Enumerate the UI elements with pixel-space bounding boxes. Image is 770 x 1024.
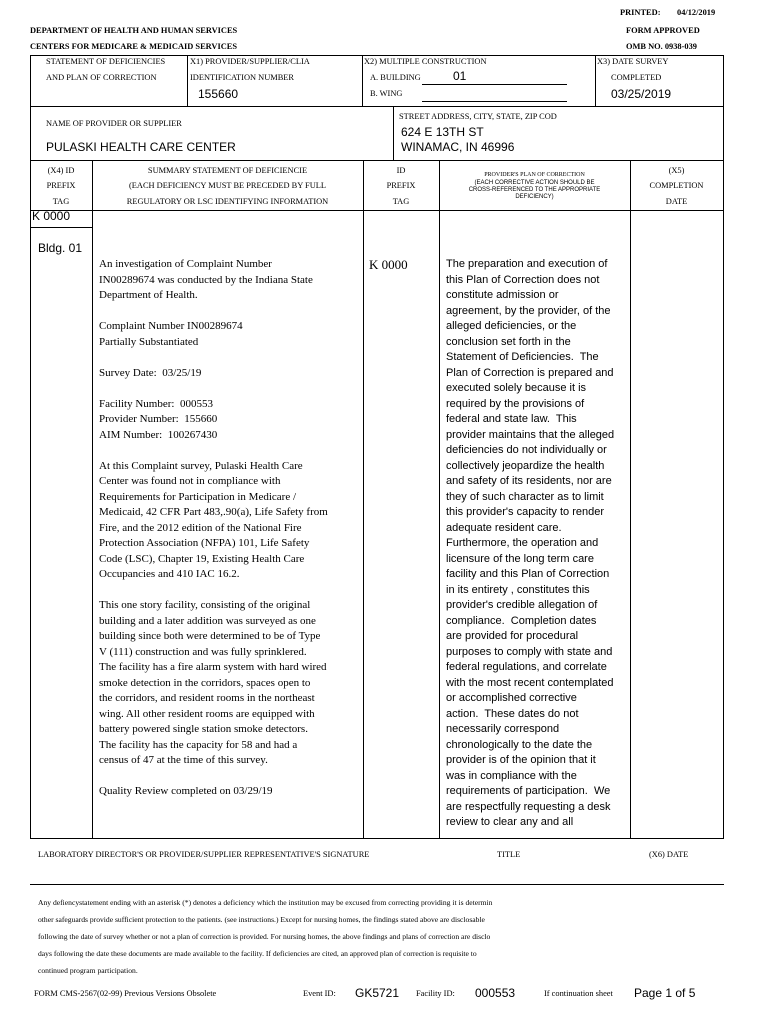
statement-label-2: AND PLAN OF CORRECTION: [46, 73, 157, 82]
department-name: DEPARTMENT OF HEALTH AND HUMAN SERVICES: [30, 26, 238, 35]
poc-line: required by the provisions of: [446, 397, 585, 410]
summary-line: Fire, and the 2012 edition of the National Fire: [99, 521, 302, 534]
poc-line: and safety of its residents, nor are: [446, 475, 612, 487]
poc-line: are respectfully requesting a desk: [446, 800, 611, 813]
summary-header-3: REGULATORY OR LSC IDENTIFYING INFORMATION: [126, 197, 329, 206]
poc-header-3: CROSS-REFERENCED TO THE APPROPRIATE: [468, 187, 601, 193]
poc-line: in its entirety , constitutes this: [446, 583, 590, 596]
provider-id-label-2: IDENTIFICATION NUMBER: [190, 73, 294, 82]
summary-line: the corridors, and resident rooms in the northeast: [99, 692, 315, 704]
id-header: ID: [396, 166, 406, 175]
summary-line: This one story facility, consisting of the original: [99, 599, 311, 611]
poc-line: conclusion set forth in the: [446, 335, 571, 348]
title-label: TITLE: [497, 850, 521, 859]
summary-line: [99, 769, 328, 785]
disclaimer-footnote: [38, 894, 738, 979]
summary-line: Partially Substantiated: [99, 335, 199, 348]
summary-line: smoke detection in the corridors, spaces open to: [99, 676, 311, 689]
summary-line: Center was found not in compliance with: [99, 475, 281, 487]
poc-line: provider maintains that the alleged: [446, 428, 615, 441]
poc-line: facility and this Plan of Correction: [446, 568, 610, 580]
x4-tag-header: TAG: [52, 197, 70, 206]
provider-id-label: X1) PROVIDER/SUPPLIER/CLIA: [190, 57, 310, 66]
completed-label: COMPLETED: [611, 73, 662, 82]
summary-line: Code (LSC), Chapter 19, Existing Health Care: [99, 552, 305, 565]
summary-line: Complaint Number IN00289674: [99, 320, 243, 332]
poc-line: agreement, by the provider, of the: [446, 304, 611, 317]
poc-line: are provided for procedural: [446, 630, 579, 642]
printed-date: 04/12/2019: [677, 8, 716, 17]
signature-date-label: (X6) DATE: [649, 850, 689, 859]
poc-line: federal regulations, and correlate: [446, 661, 607, 673]
poc-line: they of such character as to limit: [446, 490, 604, 503]
summary-line: AIM Number: 100267430: [99, 428, 218, 441]
poc-line: federal and state law. This: [446, 413, 577, 425]
poc-line: chronologically to the date the: [446, 738, 593, 751]
summary-line: [99, 350, 328, 366]
tag-right: K 0000: [369, 257, 408, 272]
summary-header: SUMMARY STATEMENT OF DEFICIENCIE: [147, 166, 308, 175]
provider-name-label: NAME OF PROVIDER OR SUPPLIER: [46, 119, 182, 128]
poc-line: this Plan of Correction does not: [446, 273, 600, 286]
id-tag-header: TAG: [392, 197, 410, 206]
address-city: WINAMAC, IN 46996: [401, 140, 515, 154]
printed-label: PRINTED:: [620, 8, 661, 17]
poc-line: review to clear any and all: [446, 816, 574, 828]
footnote-line: days following the date these documents are made available to the facility. If deficiencies are cited, an approved plan of correction is requisite to: [38, 949, 477, 958]
summary-line: An investigation of Complaint Number: [99, 258, 272, 270]
summary-line: Protection Association (NFPA) 101, Life Safety: [99, 537, 310, 549]
event-id-label: Event ID:: [303, 989, 336, 998]
continuation-label: If continuation sheet: [544, 989, 613, 998]
summary-line: Quality Review completed on 03/29/19: [99, 785, 273, 797]
summary-line: The facility has a fire alarm system with hard wired: [99, 661, 327, 673]
multiple-construction-label: X2) MULTIPLE CONSTRUCTION: [364, 57, 487, 66]
summary-statement: [99, 257, 328, 800]
facility-id-label: Facility ID:: [416, 989, 455, 998]
completion-header: COMPLETION: [649, 181, 704, 190]
provider-name: PULASKI HEALTH CARE CENTER: [46, 140, 236, 154]
omb-number: OMB NO. 0938-039: [626, 42, 697, 51]
poc-header-2: (EACH CORRECTIVE ACTION SHOULD BE: [474, 180, 595, 186]
poc-line: was in compliance with the: [446, 769, 577, 782]
address-label: STREET ADDRESS, CITY, STATE, ZIP COD: [399, 112, 557, 121]
provider-id-value: 155660: [198, 87, 239, 101]
summary-line: IN00289674 was conducted by the Indiana State: [99, 273, 313, 286]
date-header: DATE: [665, 197, 688, 206]
summary-line: [99, 583, 328, 599]
summary-line: Provider Number: 155660: [99, 413, 218, 425]
poc-line: with the most recent contemplated: [446, 676, 614, 689]
poc-line: adequate resident care.: [446, 521, 562, 534]
form-number: FORM CMS-2567(02-99) Previous Versions Obsolete: [34, 989, 217, 998]
poc-line: Plan of Correction is prepared and: [446, 366, 614, 379]
poc-header: PROVIDER'S PLAN OF CORRECTION: [484, 172, 585, 178]
statement-label: STATEMENT OF DEFICIENCIES: [46, 57, 166, 66]
summary-line: [99, 304, 328, 320]
x4-prefix-header: PREFIX: [46, 181, 76, 190]
poc-line: deficiencies do not individually or: [446, 444, 607, 456]
date-survey-label: X3) DATE SURVEY: [597, 57, 669, 66]
form-approved: FORM APPROVED: [626, 26, 700, 35]
id-prefix-header: PREFIX: [386, 181, 416, 190]
poc-line: this provider's capacity to render: [446, 506, 605, 518]
poc-header-4: DEFICIENCY): [515, 194, 554, 200]
poc-line: necessarily correspond: [446, 723, 560, 735]
facility-id-value: 000553: [475, 986, 516, 1000]
footnote-line: continued program participation.: [38, 966, 138, 975]
wing-label: B. WING: [370, 89, 403, 98]
summary-line: Survey Date: 03/25/19: [99, 366, 202, 379]
summary-line: [99, 381, 328, 397]
footnote-line: Any defiencystatement ending with an asterisk (*) denotes a deficiency which the institution may be excused from correcting providing it is determin: [38, 898, 493, 907]
plan-of-correction: [446, 257, 614, 831]
poc-line: Furthermore, the operation and: [446, 537, 599, 549]
summary-line: Facility Number: 000553: [99, 397, 213, 410]
poc-line: or accomplished corrective: [446, 692, 577, 704]
x5-header: (X5): [668, 166, 685, 175]
poc-line: requirements of participation. We: [446, 785, 611, 797]
poc-line: licensure of the long term care: [446, 552, 594, 565]
building-value: 01: [453, 69, 467, 83]
poc-line: executed solely because it is: [446, 382, 587, 394]
summary-header-2: (EACH DEFICIENCY MUST BE PRECEDED BY FULL: [129, 181, 326, 190]
building-number: Bldg. 01: [38, 241, 83, 255]
address-street: 624 E 13TH ST: [401, 125, 484, 139]
summary-line: Requirements for Participation in Medicare /: [99, 490, 297, 503]
signature-label: LABORATORY DIRECTOR'S OR PROVIDER/SUPPLIER REPRESENTATIVE'S SIGNATURE: [38, 850, 370, 859]
summary-line: building and a later addition was surveyed as one: [99, 614, 316, 627]
building-label: A. BUILDING: [370, 73, 421, 82]
summary-line: census of 47 at the time of this survey.: [99, 754, 268, 766]
event-id-value: GK5721: [355, 986, 400, 1000]
page-number: Page 1 of 5: [634, 986, 696, 1000]
footnote-line: following the date of survey whether or not a plan of correction is provided. For nursing homes, the above findings and plans of correction are disclo: [38, 932, 491, 941]
agency-name: CENTERS FOR MEDICARE & MEDICAID SERVICES: [30, 42, 238, 51]
x4-id-header: (X4) ID: [47, 166, 75, 175]
poc-line: provider is of the opinion that it: [446, 754, 596, 766]
summary-line: Occupancies and 410 IAC 16.2.: [99, 568, 240, 580]
summary-line: At this Complaint survey, Pulaski Health Care: [99, 459, 303, 472]
poc-line: compliance. Completion dates: [446, 614, 597, 627]
summary-line: wing. All other resident rooms are equipped with: [99, 707, 315, 720]
poc-line: purposes to comply with state and: [446, 645, 613, 658]
summary-line: The facility has the capacity for 58 and had a: [99, 738, 298, 751]
date-survey-value: 03/25/2019: [611, 87, 672, 101]
poc-line: provider's credible allegation of: [446, 599, 598, 611]
footnote-line: other safeguards provide sufficient protection to the patients. (see instructions.) Except for nursing homes, the findings stated above are disclosable: [38, 915, 485, 924]
summary-line: battery powered single station smoke detectors.: [99, 723, 308, 735]
poc-line: Statement of Deficiencies. The: [446, 351, 599, 363]
summary-line: Medicaid, 42 CFR Part 483,.90(a), Life Safety from: [99, 506, 328, 518]
summary-line: [99, 443, 328, 459]
poc-line: The preparation and execution of: [446, 258, 608, 270]
poc-line: collectively jeopardize the health: [446, 459, 605, 472]
poc-line: action. These dates do not: [446, 707, 579, 720]
poc-line: alleged deficiencies, or the: [446, 320, 577, 332]
summary-line: building since both were determined to be of Type: [99, 630, 321, 642]
summary-line: Department of Health.: [99, 289, 198, 301]
summary-line: V (111) construction and was fully sprinklered.: [99, 645, 307, 658]
tag-left: K 0000: [32, 209, 71, 223]
poc-line: constitute admission or: [446, 289, 559, 301]
